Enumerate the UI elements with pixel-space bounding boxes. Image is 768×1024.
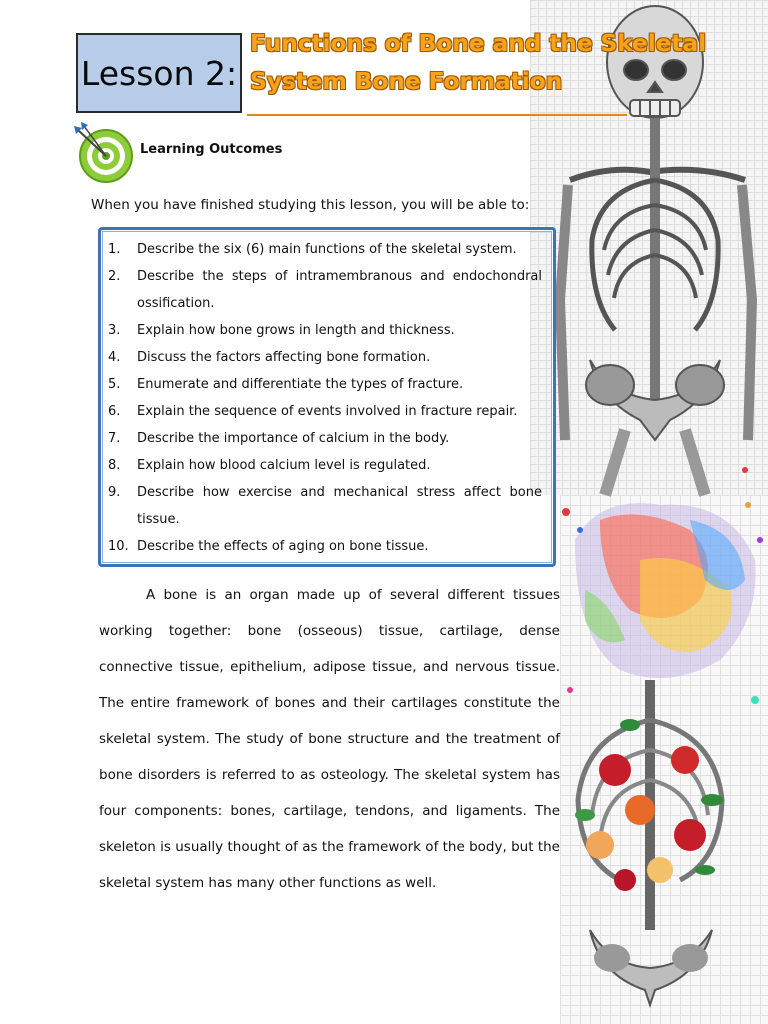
item-number: 9. [108, 485, 121, 500]
list-item [108, 317, 542, 344]
list-item [108, 398, 542, 425]
lesson-title: Functions of Bone and the Skeletal System Bone Formation [250, 29, 706, 95]
item-text: Explain how blood calcium level is regulated. [137, 458, 431, 473]
list-item [108, 344, 542, 371]
learning-outcomes-heading: Learning Outcomes [140, 142, 283, 157]
list-item [108, 371, 542, 398]
body-paragraph: A bone is an organ made up of several different tissues working together: bone (osseous) tissue, cartilage, dense connective tissue, epithelium, adipose tissue, and nervous tissue. The entire framework of bones and their cartilages constitute the skeletal system. The study of bone structure and the treatment of bone disorders is referred to as osteology. The skeletal system has four components: bones, cartilage, tendons, and ligaments. The skeleton is usually thought of as the framework of the body, but the skeletal system has many other functions as well. [99, 587, 560, 891]
item-number: 8. [108, 458, 121, 473]
list-item [108, 425, 542, 452]
target-icon [70, 122, 136, 186]
list-item [108, 479, 542, 533]
item-text: Enumerate and differentiate the types of fracture. [137, 377, 464, 392]
item-text: Explain how bone grows in length and thickness. [137, 323, 455, 338]
item-number: 4. [108, 350, 121, 365]
outcomes-intro: When you have finished studying this lesson, you will be able to: [91, 197, 530, 213]
item-number: 2. [108, 269, 121, 284]
list-item [108, 533, 542, 560]
list-item [108, 452, 542, 479]
floral-skeleton-collage [562, 467, 763, 1005]
item-text: Describe the importance of calcium in the body. [137, 431, 450, 446]
lesson-label: Lesson 2: [76, 33, 242, 113]
item-number: 7. [108, 431, 121, 446]
item-text: Describe how exercise and mechanical stress affect bone tissue. [137, 485, 542, 527]
item-number: 1. [108, 242, 121, 257]
item-text: Describe the steps of intramembranous and endochondral ossification. [137, 269, 542, 311]
item-text: Describe the effects of aging on bone tissue. [137, 539, 429, 554]
item-text: Explain the sequence of events involved in fracture repair. [137, 404, 518, 419]
item-number: 10. [108, 539, 129, 554]
title-underline [247, 114, 627, 116]
item-number: 5. [108, 377, 121, 392]
item-number: 6. [108, 404, 121, 419]
item-text: Describe the six (6) main functions of the skeletal system. [137, 242, 517, 257]
list-item [108, 263, 542, 317]
item-text: Discuss the factors affecting bone formation. [137, 350, 431, 365]
outcomes-list [108, 236, 542, 560]
list-item [108, 236, 542, 263]
item-number: 3. [108, 323, 121, 338]
